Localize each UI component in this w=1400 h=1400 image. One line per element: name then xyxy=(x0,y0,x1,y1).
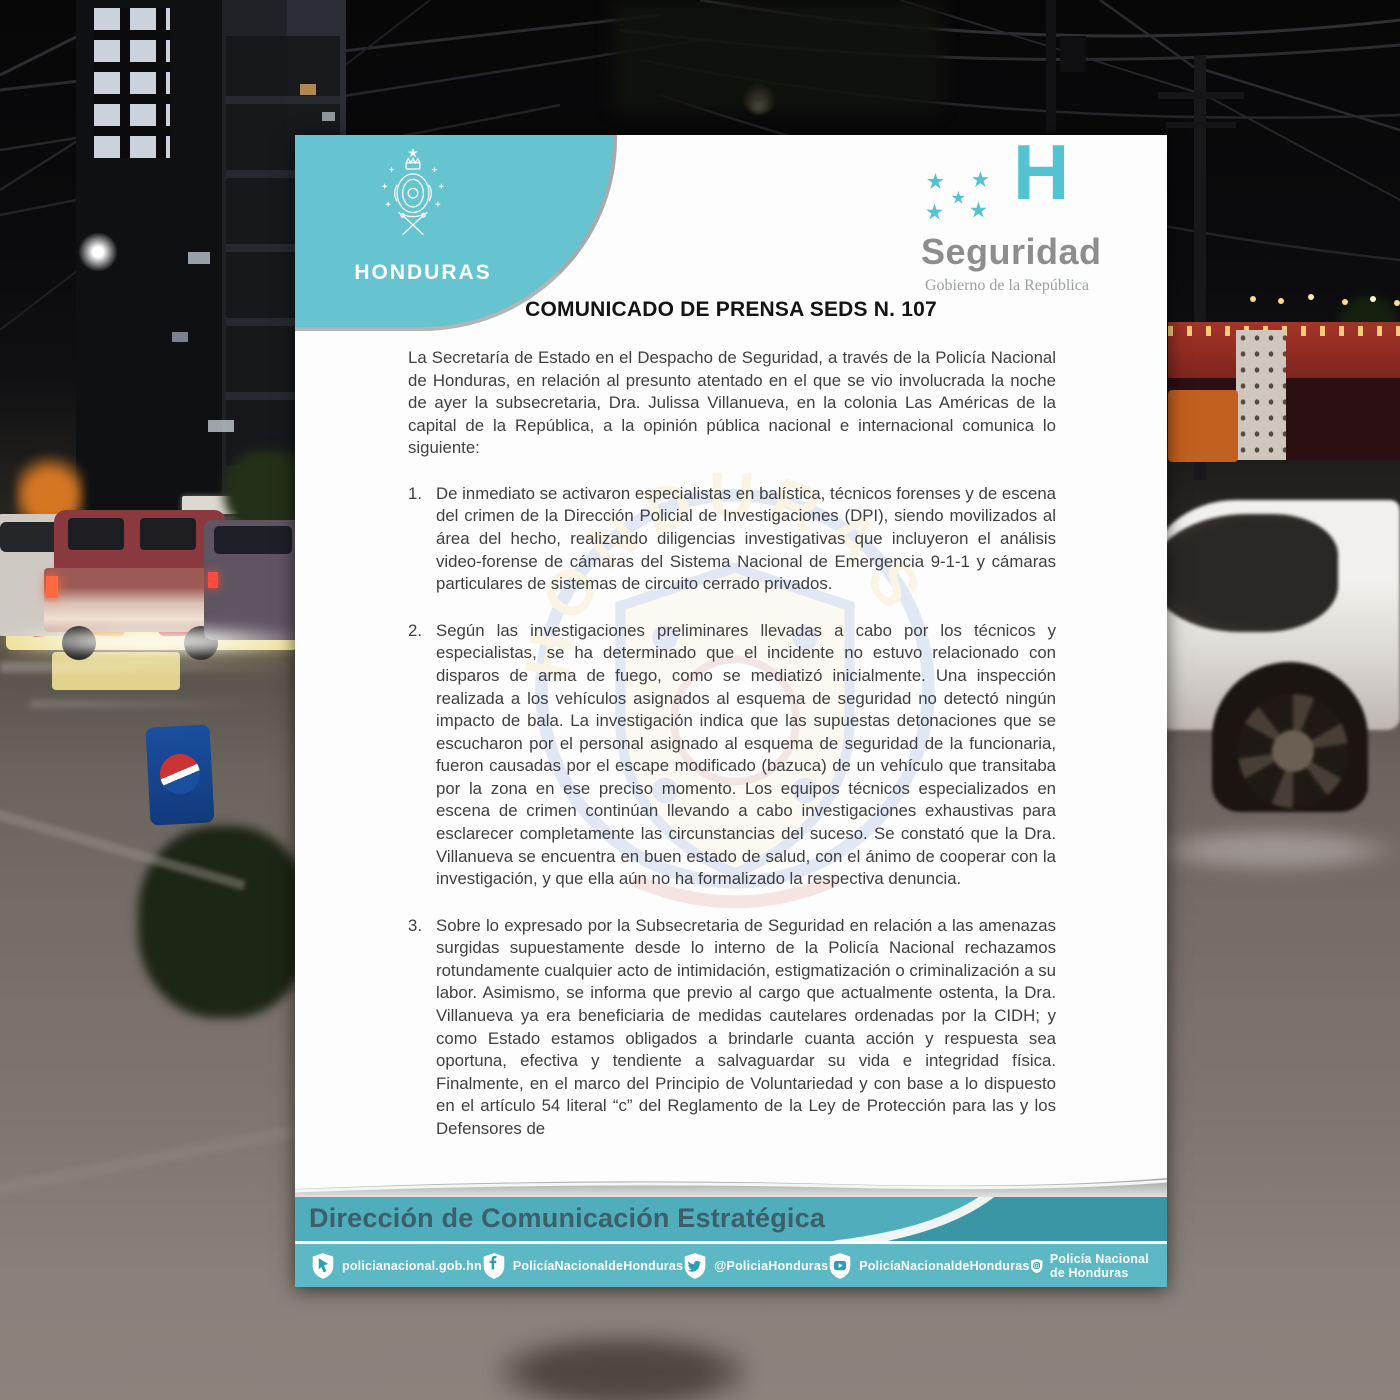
press-release-title: COMUNICADO DE PRENSA SEDS N. 107 xyxy=(525,298,937,321)
streetlight-glow xyxy=(742,82,776,116)
seguridad-logo xyxy=(917,135,1167,315)
road-light-streak xyxy=(30,700,270,708)
headlight-reflection xyxy=(0,626,305,656)
lit-window xyxy=(322,112,335,121)
press-release-document xyxy=(295,135,1167,1287)
pepsi-logo xyxy=(159,753,201,795)
lit-window xyxy=(300,84,316,95)
suv-body xyxy=(1146,500,1400,730)
red-bridge-structure xyxy=(1168,322,1400,380)
distant-lights xyxy=(1250,296,1256,302)
tree-silhouette xyxy=(138,826,310,1018)
tree-silhouette xyxy=(1336,296,1400,390)
utility-pole xyxy=(1046,0,1056,132)
road-dark-patch xyxy=(498,1336,748,1400)
police-crest-icon xyxy=(375,145,451,251)
item-number: 1. xyxy=(408,483,422,503)
bridge-underside xyxy=(1168,378,1400,460)
white-pickup-truck xyxy=(0,514,78,636)
lit-window xyxy=(172,332,188,342)
truck-wheel xyxy=(62,626,96,660)
social-label: @PoliciaHonduras xyxy=(714,1258,829,1273)
small-yellow-sign xyxy=(52,652,180,690)
social-item-twitter xyxy=(683,1252,828,1280)
honduras-wordmark: HONDURAS xyxy=(354,261,492,284)
sign-glyph xyxy=(26,587,63,637)
list-item-1 xyxy=(408,483,1056,596)
h-letter-logo: H xyxy=(1013,135,1070,216)
suv-hubcap xyxy=(1272,730,1314,772)
pole-crossarm xyxy=(1166,122,1236,128)
svg-text:HONDURAS: HONDURAS xyxy=(510,459,941,685)
sign-glyph xyxy=(224,587,261,637)
footer-title-band xyxy=(295,1197,1167,1241)
lit-window xyxy=(208,420,234,432)
list-item-2 xyxy=(408,620,1056,891)
social-item-facebook xyxy=(482,1252,683,1280)
dark-pickup-truck xyxy=(204,520,302,640)
string-lights xyxy=(1168,326,1400,336)
streetlight-glow xyxy=(78,232,118,272)
gray-ribbon-swoosh xyxy=(295,1175,1167,1199)
truck-window xyxy=(214,526,292,554)
suv-wheel xyxy=(1238,694,1348,808)
item-text: Sobre lo expresado por la Subsecretaria de Seguridad en relación a las amenazas surgidas supuestamente desde lo interno de la Policía Nacional rechazamos rotundamente cualquier acto de intimidación, estigmatización o criminalización a su labor. Asimismo, se informa que previo al cargo que actualmente ostenta, la Dra. Villanueva ya era beneficiaria de medidas cautelares ordenadas por la CIDH; y como Estado estamos obligados a brindarle cuanta acción y respuesta sea oportuna, efectiva y tendiente a salvaguardar su vida e integridad física. Finalmente, en el marco del Principio de Voluntariedad y con base a lo dispuesto en el artículo 54 literal “c” del Reglamento de la Ley de Protección para las y los Defensores de xyxy=(436,915,1056,1138)
road-light-streak xyxy=(0,662,300,672)
suv-door-handle xyxy=(1230,682,1274,689)
taillight xyxy=(62,566,72,584)
footer-title: Dirección de Comunicación Estratégica xyxy=(309,1203,826,1233)
social-label: Policía Nacional de Honduras xyxy=(1049,1251,1149,1280)
press-release-body xyxy=(408,347,1056,1165)
white-banner xyxy=(182,496,238,514)
intro-paragraph: La Secretaría de Estado en el Despacho de Seguridad, a través de la Policía Nacional de Honduras, en relación al presunto atentado en el que se vio involucrada la noche de ayer la subsecretaria, Dra. Julissa Villanueva, en la colonia Las Américas de la capital de la República, a la opinión pública nacional e internacional comunica lo siguiente: xyxy=(408,348,1056,458)
suv-wheel-arch xyxy=(1212,662,1368,812)
item-text: De inmediato se activaron especialistas en balística, técnicos forenses y de escena del crimen de la Dirección Policial de Investigaciones (DPI), siendo movilizados al área del hecho, realizando diligencias investigativas que incluyeron el análisis video-forense de cámaras del Sistema Nacional de Emergencia 9-1-1 y cámaras particulares de sistemas de circuito cerrado privados. xyxy=(436,483,1056,594)
footer-banner xyxy=(295,1175,1167,1287)
pepsi-banner xyxy=(145,724,214,825)
truck-window xyxy=(0,522,64,552)
twitter-icon xyxy=(683,1252,707,1280)
social-media-strip xyxy=(295,1241,1167,1287)
lit-windows xyxy=(94,8,170,158)
social-label: PolicíaNacionaldeHonduras xyxy=(859,1258,1030,1273)
seguridad-wordmark: Seguridad xyxy=(921,231,1102,272)
taillight xyxy=(222,576,234,598)
orange-sign xyxy=(1168,390,1238,462)
sign-glyph xyxy=(91,587,127,637)
yellow-signboard xyxy=(6,576,298,650)
tree-silhouette xyxy=(612,0,942,112)
social-item-website xyxy=(311,1252,482,1280)
utility-pole xyxy=(1194,56,1206,480)
road-light-reflection xyxy=(1150,828,1400,872)
facebook-icon xyxy=(482,1252,506,1280)
instagram-icon xyxy=(1030,1252,1043,1280)
social-label: PolicíaNacionaldeHonduras xyxy=(512,1258,684,1273)
white-suv xyxy=(1146,446,1400,812)
lane-marking xyxy=(0,804,246,891)
streetlight-glow xyxy=(176,516,286,600)
pole-crossarm xyxy=(1158,92,1244,99)
suv-window xyxy=(1150,514,1338,632)
truck-bed xyxy=(44,568,236,632)
honduras-stars-icon xyxy=(923,167,1009,229)
globe-cursor-icon xyxy=(311,1252,335,1280)
truck-cab xyxy=(54,510,226,572)
item-number: 3. xyxy=(408,915,422,935)
social-item-instagram xyxy=(1030,1252,1151,1280)
truck-window xyxy=(140,518,196,550)
item-text: Según las investigaciones preliminares llevadas a cabo por los técnicos y especialistas, se ha determinado que el incidente no estuvo relacionado con disparos de arma de fuego, como se mediatizó inicialmente. Una inspección realizada a los vehículos asignados al esquema de seguridad no detectó ningún impacto de bala. La investigación indica que las supuestas detonaciones que se escucharon por el personal asignado al esquema de seguridad de la funcionaria, fueron causadas por el escape modificado (bazuca) de un vehículo que transitaba por la zona en ese preciso momento. Los equipos técnicos especializados en escena de crimen continúan llevando a cabo investigaciones exhaustivas para esclarecer completamente las circunstancias del suceso. Se constató que la Dra. Villanueva se encuentra en buen estado de salud, con el ánimo de cooperar con la investigación, y que ella aún no ha formalizado la respectiva denuncia. xyxy=(436,620,1056,889)
decorated-column xyxy=(1236,330,1286,460)
lit-window xyxy=(188,252,210,264)
social-item-youtube xyxy=(828,1252,1029,1280)
list-item-3 xyxy=(408,915,1056,1141)
taillight xyxy=(46,576,58,598)
pole-transformer xyxy=(1060,36,1086,72)
truck-window xyxy=(68,518,124,550)
item-number: 2. xyxy=(408,620,422,640)
taillight xyxy=(208,572,218,588)
gobierno-tagline: Gobierno de la República xyxy=(925,277,1089,294)
social-label: policianacional.gob.hn xyxy=(342,1258,482,1273)
sign-glyph xyxy=(157,587,193,636)
orange-storefront-glow xyxy=(16,450,84,540)
maroon-pickup-truck xyxy=(44,510,236,662)
youtube-icon xyxy=(828,1252,852,1280)
truck-wheel xyxy=(184,626,218,660)
